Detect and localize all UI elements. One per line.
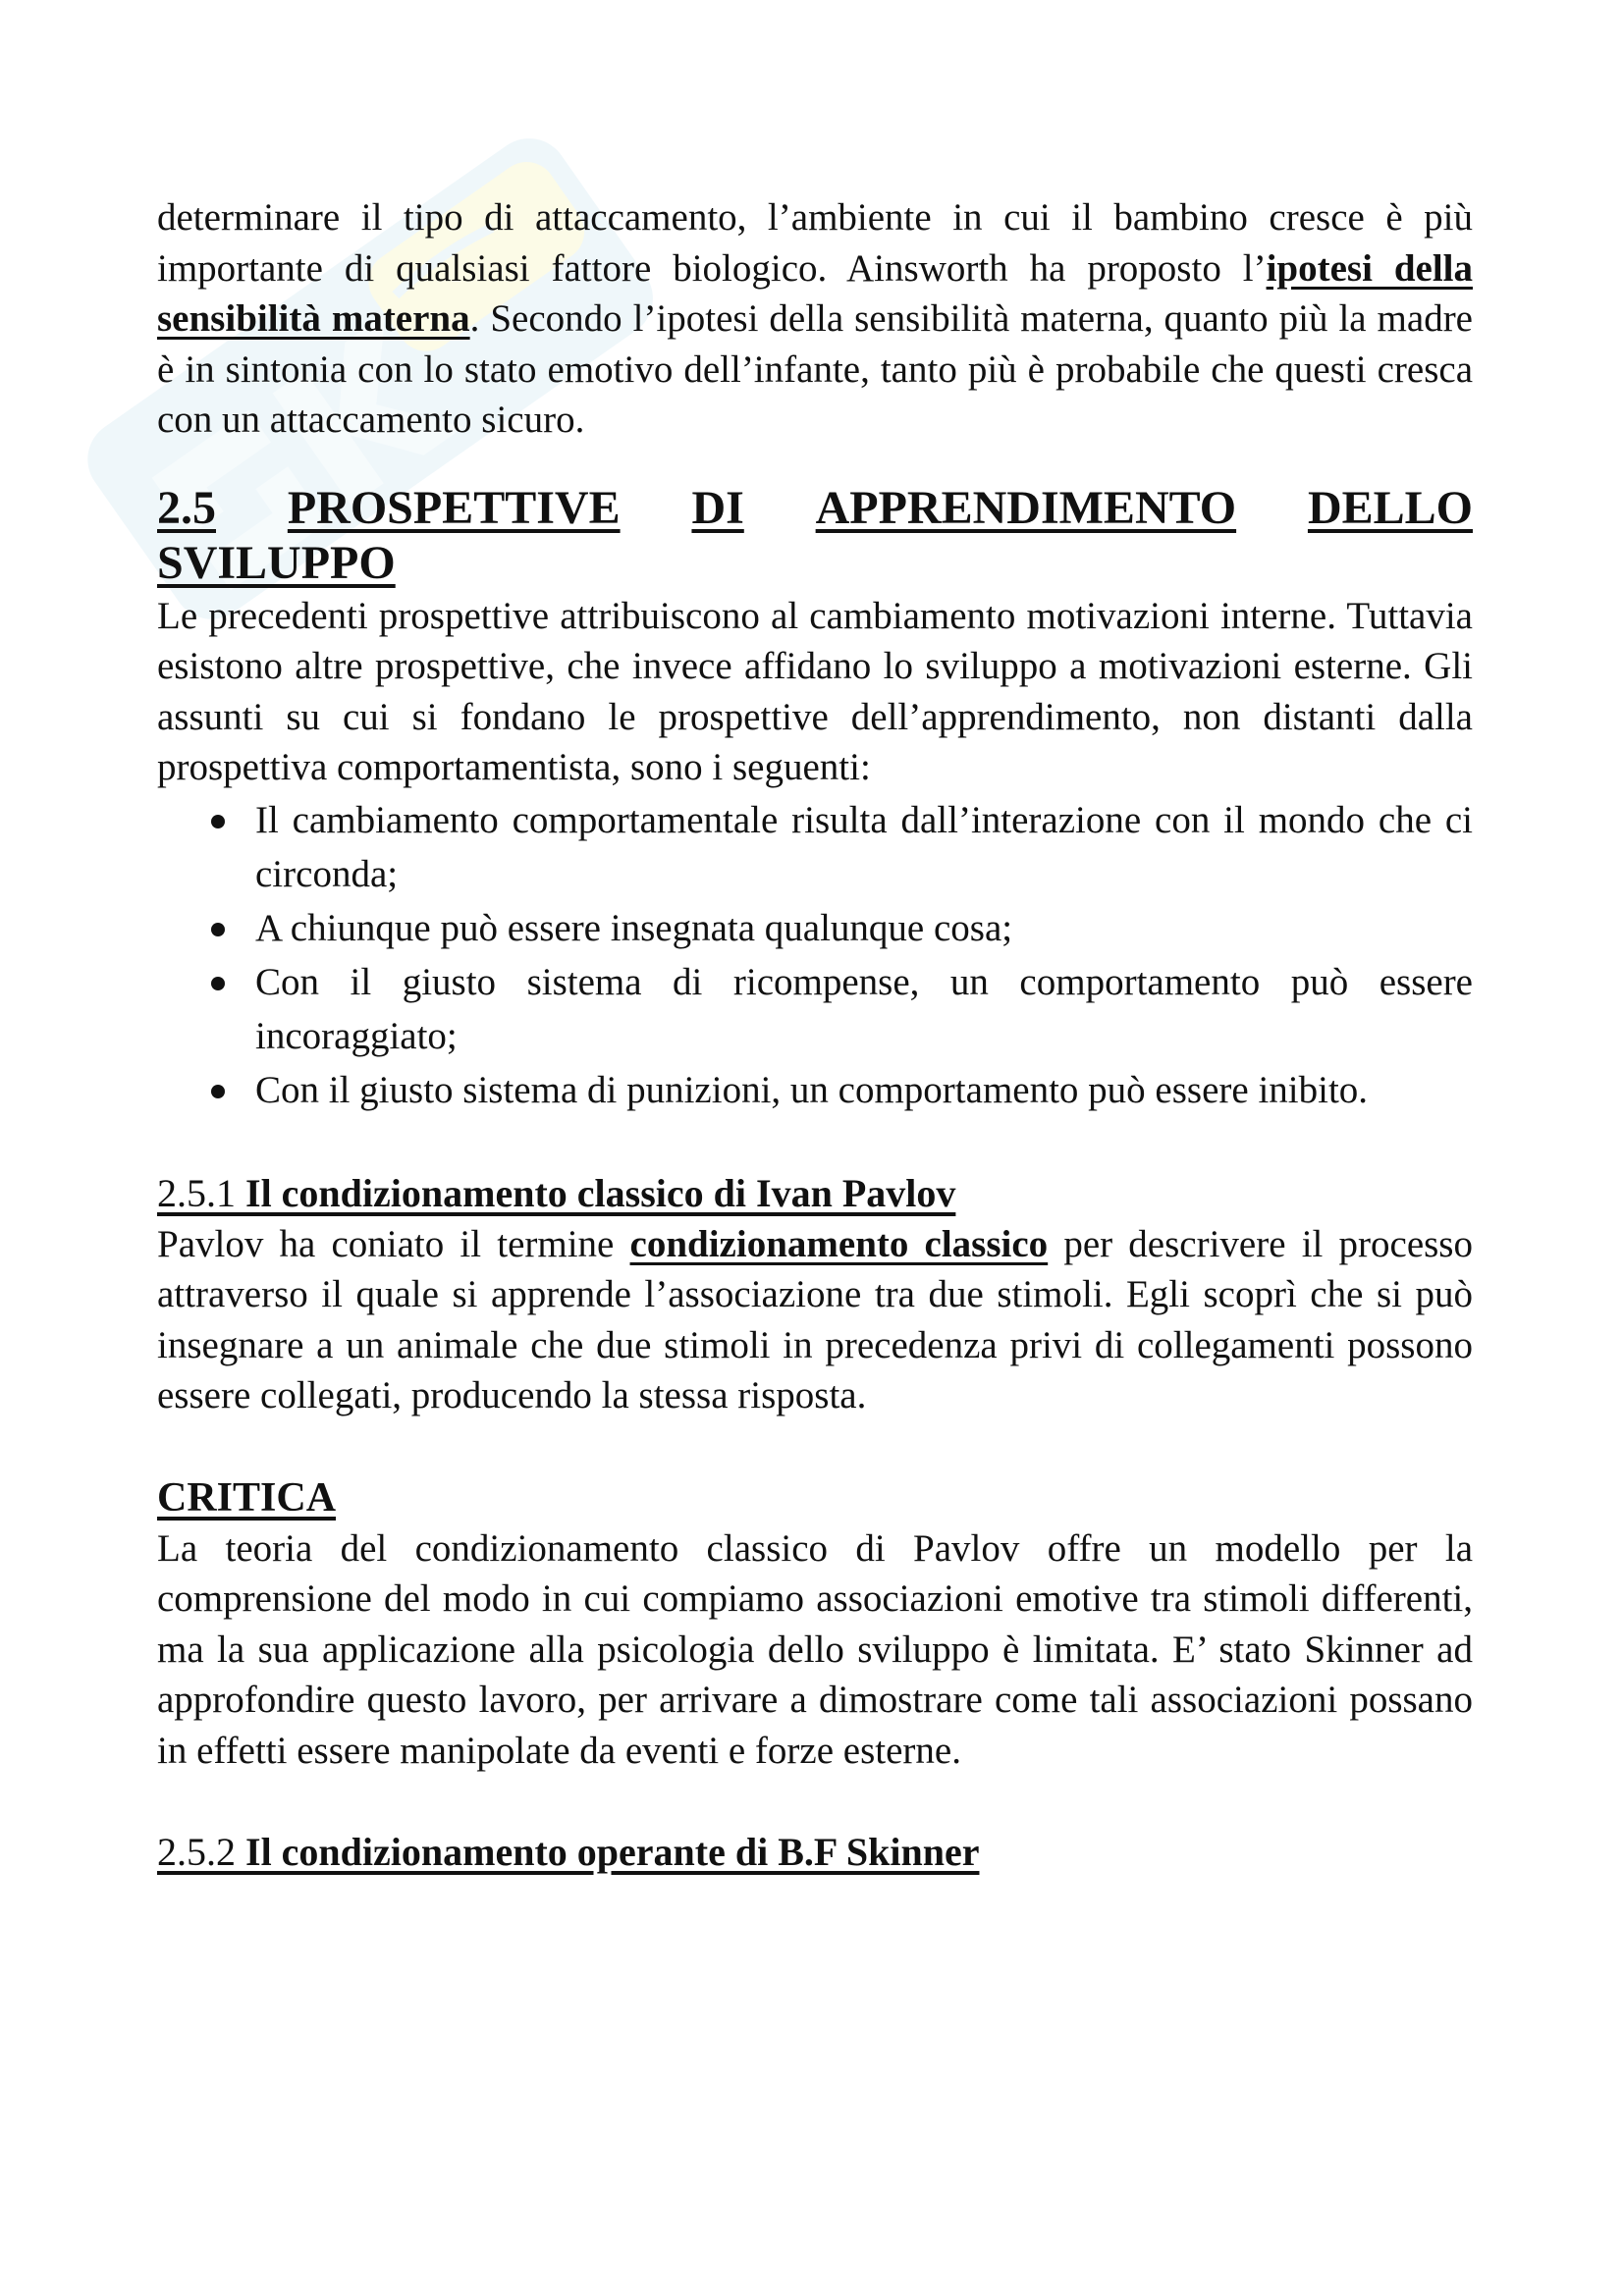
term-sensibilita-materna: ipotesi della sensibilità materna: [157, 246, 1473, 340]
bullet-icon: [211, 815, 225, 828]
critica-paragraph: La teoria del condizionamento classico di Pavlov offre un modello per la comprensione del modo in cui compiamo associazioni emotive tra stimoli differenti, ma la sua applicazione alla psicologia dello sviluppo è limitata. E’ stato Skinner ad approfondire questo lavoro, per arrivare a dimostrare come tali associazioni possano in effetti essere manipolate da eventi e forze esterne.: [157, 1526, 1473, 1772]
subsection-heading-2-5-2: 2.5.2 Il condizionamento operante di B.F Skinner: [157, 1830, 980, 1874]
bullet-icon: [211, 1085, 225, 1098]
bullet-icon: [211, 977, 225, 990]
term-condizionamento-classico: condizionamento classico: [629, 1222, 1049, 1265]
list-item: Con il giusto sistema di ricompense, un comportamento può essere incoraggiato;: [157, 955, 1473, 1063]
critica-heading: CRITICA: [157, 1474, 337, 1521]
list-item: A chiunque può essere insegnata qualunque cosa;: [157, 901, 1473, 955]
document-page: [157, 192, 1473, 1878]
list-item: Il cambiamento comportamentale risulta dall’interazione con il mondo che ci circonda;: [157, 793, 1473, 901]
assumptions-list: [157, 793, 1473, 1117]
section-2-5-1-paragraph: Pavlov ha coniato il termine condizionamento classico per descrivere il processo attraverso il quale si apprende l’associazione tra due stimoli. Egli scoprì che si può insegnare a un animale che due stimoli in precedenza privi di collegamenti possono essere collegati, producendo la stessa risposta.: [157, 1222, 1473, 1416]
bullet-icon: [211, 923, 225, 936]
section-2-5-paragraph: Le precedenti prospettive attribuiscono al cambiamento motivazioni interne. Tuttavia esistono altre prospettive, che invece affidano lo sviluppo a motivazioni esterne. Gli assunti su cui si fondano le prospettive dell’apprendimento, non distanti dalla prospettiva comportamentista, sono i seguenti:: [157, 594, 1473, 788]
subsection-heading-2-5-1: 2.5.1 Il condizionamento classico di Ivan Pavlov: [157, 1170, 956, 1215]
section-heading-2-5: 2.5 PROSPETTIVE DI APPRENDIMENTO DELLO SVILUPPO: [157, 481, 1473, 589]
intro-paragraph: determinare il tipo di attaccamento, l’ambiente in cui il bambino cresce è più importante di qualsiasi fattore biologico. Ainsworth ha proposto l’ipotesi della sensibilità materna. Secondo l’ipotesi della sensibilità materna, quanto più la madre è in sintonia con lo stato emotivo dell’infante, tanto più è probabile che questi cresca con un attaccamento sicuro.: [157, 196, 1473, 441]
list-item: Con il giusto sistema di punizioni, un comportamento può essere inibito.: [157, 1063, 1473, 1117]
